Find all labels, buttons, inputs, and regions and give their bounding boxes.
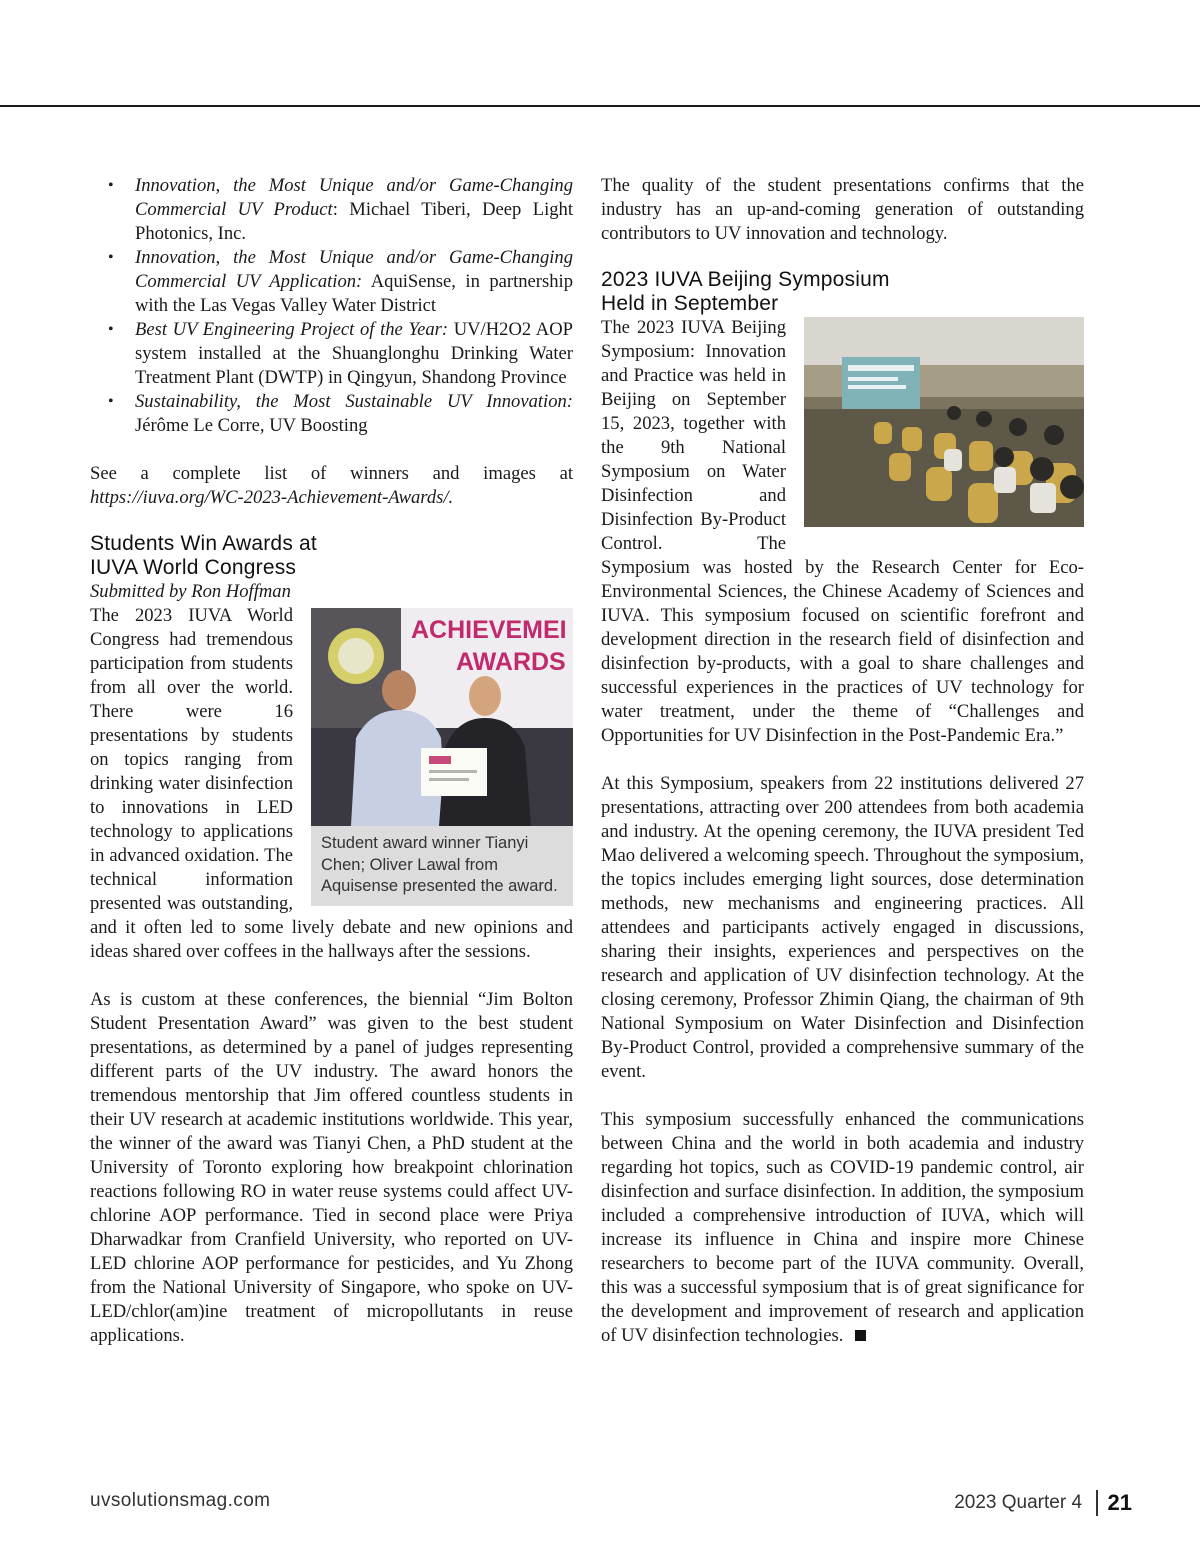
issue-label: 2023 Quarter 4 [954,1492,1083,1513]
footer-website[interactable]: uvsolutionsmag.com [90,1490,271,1511]
list-item [90,318,573,390]
award-separator: : [332,199,350,220]
bullet-icon: • [108,177,114,194]
award-winner: Jérôme Le Corre, UV Boosting [135,415,368,436]
award-title: Best UV Engineering Project of the Year: [135,319,449,340]
beijing-paragraph-1: The 2023 IUVA Beijing Symposium: Innovation and Practice was held in Beijing on September 15, 2023, together with the 9th National Symposium on Water Disinfection and Disinfection By-Product Control. The Symposium was hosted by the Research Center for Eco-Environmental Sciences, the Chinese Academy of Sciences and IUVA. This symposium focused on scientific forefront and development direction in the research field of disinfection and disinfection by-products, with a goal to share challenges and successful experiences in the practices of UV technology for water treatment, under the theme of “Challenges and Opportunities for UV Disinfection in the Post-Pandemic Era.” [601,317,1084,746]
winners-link-paragraph [90,462,573,510]
bullet-icon: • [108,393,114,410]
photo-sign-text: ACHIEVEMEI [411,616,567,644]
beijing-paragraph-2: At this Symposium, speakers from 22 institutions delivered 27 presentations, attracting over 200 attendees from both academia and industry. At the opening ceremony, the IUVA president Ted Mao delivered a welcoming speech. Throughout the symposium, the topics includes emerging light sources, dose determination methods, new mechanisms and engineering practices. All attendees and participants actively engaged in discussions, sharing their insights, experiences and perspectives on the research and application of UV disinfection technology. At the closing ceremony, Professor Zhimin Qiang, the chairman of 9th National Symposium on Water Disinfection and Disinfection By-Product Control, provided a comprehensive summary of the event. [601,773,1084,1082]
beijing-heading [601,268,1084,316]
award-winner: AquiSense, in partnership with the Las Vegas Valley Water District [135,271,573,316]
heading-line: Held in September [601,292,779,315]
page-number: 21 [1107,1490,1132,1515]
heading-line: IUVA World Congress [90,556,297,579]
heading-line: Students Win Awards at [90,532,317,555]
byline: Submitted by Ron Hoffman [90,581,291,602]
quality-paragraph: The quality of the student presentations confirms that the industry has an up-and-coming generation of outstanding contributors to UV innovation and technology. [601,175,1084,244]
award-photo-illustration [311,608,573,826]
symposium-photo-illustration [804,317,1084,527]
students-paragraph-1: The 2023 IUVA World Congress had tremendous participation from students from all over the world. There were 16 presentations by students on topics ranging from drinking water disinfection to innovations in LED technology to applications in advanced oxidation. The technical information presented was outstanding, and it often led to some lively debate and new opinions and ideas shared over coffees in the hallways after the sessions. [90,605,573,962]
symposium-photo [804,317,1084,527]
award-separator [362,271,370,292]
winners-link[interactable]: https://iuva.org/WC-2023-Achievement-Awards/. [90,487,454,508]
award-photo [311,608,573,826]
award-winner: UV/H2O2 AOP system installed at the Shuanglonghu Drinking Water Treatment Plant (DWTP) in Qingyun, Shandong Province [135,319,573,388]
symposium-figure [804,317,1084,527]
right-column [601,174,1084,1348]
list-item [90,390,573,438]
header-rule [0,105,1200,107]
footer-divider [1096,1490,1098,1516]
list-item [90,174,573,246]
beijing-paragraph-3-text: This symposium successfully enhanced the communications between China and the world in both academia and industry regarding hot topics, such as COVID-19 pandemic control, air disinfection and surface disinfection. In addition, the symposium included a comprehensive introduction of IUVA, which will increase its influence in China and inspire more Chinese researchers to become part of the IUVA community. Overall, this was a successful symposium that is of great significance for the development and improvement of research and application of UV disinfection technologies. [601,1109,1084,1346]
photo-sign-text: AWARDS [456,648,566,676]
left-column [90,174,573,1348]
award-title: Sustainability, the Most Sustainable UV Innovation: [135,391,573,412]
end-of-article-icon [855,1330,866,1341]
winners-link-text: See a complete list of winners and images at [90,463,573,484]
heading-line: 2023 IUVA Beijing Symposium [601,268,890,291]
beijing-paragraph-3 [601,1108,1084,1348]
photo-caption: Student award winner Tianyi Chen; Oliver Lawal from Aquisense presented the award. [311,826,573,906]
award-title: Innovation, the Most Unique and/or Game-Changing Commercial UV Product [135,175,573,220]
students-paragraph-2: As is custom at these conferences, the biennial “Jim Bolton Student Presentation Award” was given to the best student presentations, as determined by a panel of judges representing different parts of the UV industry. The award honors the tremendous mentorship that Jim offered countless students in their UV research at academic institutions worldwide. This year, the winner of the award was Tianyi Chen, a PhD student at the University of Toronto exploring how breakpoint chlorination reactions following RO in water reuse systems could affect UV-chlorine AOP performance. Tied in second place were Priya Dharwadkar from Cranfield University, who reported on UV-LED chlorine AOP performance for pesticides, and Yu Zhong from the National University of Singapore, who spoke on UV-LED/chlor(am)ine treatment of micropollutants in reuse applications. [90,989,573,1346]
students-heading [90,532,573,580]
award-title: Innovation, the Most Unique and/or Game-Changing Commercial UV Application: [135,247,573,292]
bullet-icon: • [108,249,114,266]
list-item [90,246,573,318]
bullet-icon: • [108,321,114,338]
footer-issue [954,1490,1132,1516]
awards-list [90,174,573,438]
student-award-figure [311,608,573,906]
award-winner: Michael Tiberi, Deep Light Photonics, Inc. [135,199,573,244]
